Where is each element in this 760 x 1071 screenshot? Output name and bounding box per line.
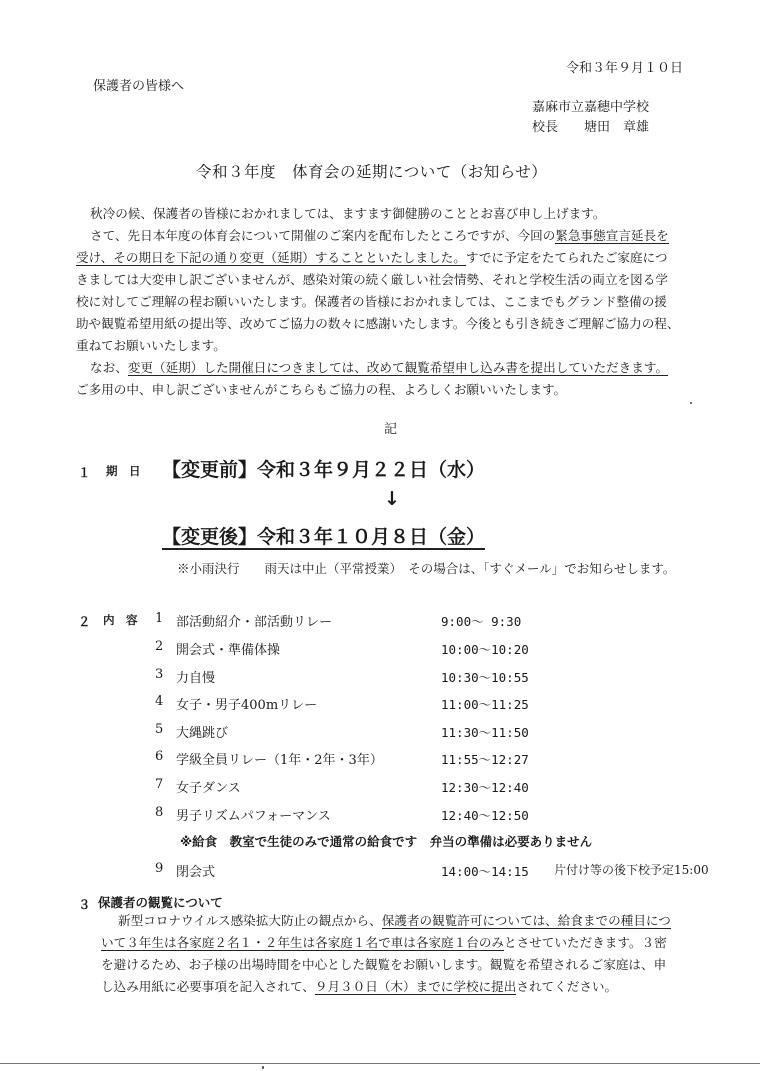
document-title: 令和３年度 体育会の延期について（お知らせ） (196, 163, 548, 181)
document-date: 令和３年９月１０日 (566, 61, 684, 76)
schedule-item-time: 12:30～12:40 (441, 780, 529, 795)
schedule-item-name: 閉会式 (176, 865, 216, 880)
paragraph-greeting: 秋冷の候、保護者の皆様におかれましては、ますます御健勝のこととお喜び申し上げます。 (90, 206, 606, 221)
rain-note: ※小雨決行 雨天は中止（平常授業） その場合は、「すぐメール」でお知らせします。 (177, 561, 676, 576)
section3-line2 (101, 932, 667, 954)
section3-number: ３ (78, 897, 91, 912)
principal-name: 校長 塘田 章雄 (532, 120, 650, 135)
schedule-item-time: 10:30～10:55 (441, 670, 529, 685)
ki-marker: 記 (384, 422, 398, 437)
text-span: されてください。 (516, 979, 618, 994)
schedule-item-no: 1 (155, 611, 164, 626)
text-span: し込み用紙に必要事項を記入されて、 (101, 979, 315, 994)
schedule-item-no: 7 (155, 777, 164, 792)
recipient: 保護者の皆様へ (93, 79, 185, 94)
underlined-text: 保護者の観覧許可については、給食までの種目につ (381, 913, 671, 928)
schedule-item-name: 女子ダンス (176, 781, 241, 796)
schedule-item-name: 部活動紹介・部活動リレー (176, 615, 333, 630)
paragraph-note-line1 (90, 357, 668, 379)
schedule-item-no: 2 (155, 639, 164, 654)
text-span: とさせていただきます。３密 (504, 935, 667, 950)
schedule-item-name: 大縄跳び (176, 726, 229, 741)
paragraph-main-line6: 重ねてお願いいたします。 (76, 338, 226, 353)
schedule-item-name: 女子・男子400mリレー (176, 698, 318, 713)
section1-number: １ (78, 465, 91, 480)
underlined-text: いて３年生は各家庭２名１・２年生は各家庭１名で車は各家庭１台のみ (101, 935, 504, 950)
text-span: さて、先日本年度の体育会について開催のご案内を配布したところですが、今回の (90, 228, 556, 243)
schedule-item-name: 開会式・準備体操 (176, 643, 281, 658)
schedule-item-time: 14:00～14:15 (441, 864, 529, 879)
text-span: なお、 (90, 360, 128, 375)
schedule-item-time: 11:55～12:27 (441, 752, 529, 767)
section3-line1 (118, 910, 671, 932)
dismissal-note: 片付け等の後下校予定15:00 (554, 863, 709, 877)
section3-line4 (101, 976, 617, 998)
page-edge-line (0, 1063, 760, 1064)
schedule-item-no: 6 (155, 749, 164, 764)
schedule-item-time: 11:30～11:50 (441, 725, 529, 740)
date-before-change: 【変更前】令和３年９月２２日（水） (162, 459, 486, 481)
scan-speck (690, 402, 692, 404)
underlined-text: ９月３０日（木）までに学校に提出 (314, 979, 517, 994)
paragraph-main-line5: 助や観覧希望用紙の提出等、改めてご協力の数々に感謝いたします。今後とも引き続きご理解ご協力の程、 (76, 316, 680, 331)
schedule-item-time: 9:00～ 9:30 (441, 614, 522, 629)
section1-label: 期 日 (106, 464, 141, 478)
paragraph-main-line1 (90, 225, 669, 247)
schedule-item-no: 5 (155, 722, 164, 737)
lunch-note: ※給食 教室で生徒のみで通常の給食です 弁当の準備は必要ありません (180, 834, 593, 849)
schedule-item-name: 学級全員リレー（1年・2年・3年） (176, 753, 383, 768)
section3-heading: 保護者の観覧について (98, 895, 223, 910)
down-arrow-icon: ↓ (384, 488, 400, 510)
schedule-item-time: 12:40～12:50 (441, 808, 529, 823)
paragraph-main-line4: 校に対してご理解の程お願いいたします。保護者の皆様におかれましては、ここまでもグランド整備の援 (76, 294, 667, 309)
date-after-change (162, 522, 485, 549)
schedule-item-time: 11:00～11:25 (441, 697, 529, 712)
scan-speck (262, 1066, 264, 1069)
text-span: 新型コロナウイルス感染拡大防止の観点から、 (118, 913, 382, 928)
school-name: 嘉麻市立嘉穂中学校 (532, 100, 650, 115)
text-span: すでに予定をたてられたご家庭につ (465, 250, 668, 265)
schedule-item-no: 8 (155, 805, 164, 820)
schedule-item-time: 10:00～10:20 (441, 642, 529, 657)
section2-number: ２ (78, 614, 91, 629)
section2-label: 内 容 (103, 613, 138, 627)
underlined-text: 変更（延期）した開催日につきましては、改めて観覧希望申し込み書を提出していただきます。 (127, 360, 669, 375)
date-after-text: 【変更後】令和３年１０月８日（金） (162, 526, 486, 548)
schedule-item-no: 4 (155, 694, 164, 709)
schedule-item-no: 3 (155, 667, 164, 682)
section3-line3: を避けるため、お子様の出場時間を中心とした観覧をお願いします。観覧を希望されるご家庭は、申 (101, 957, 667, 972)
schedule-item-no: 9 (155, 861, 164, 876)
schedule-item-name: 力自慢 (176, 671, 216, 686)
paragraph-note-line2: ご多用の中、申し訳ございませんがこちらもご協力の程、よろしくお願いいたします。 (76, 382, 567, 397)
schedule-item-name: 男子リズムパフォーマンス (176, 809, 331, 824)
paragraph-main-line3: きましては大変申し訳ございませんが、感染対策の続く厳しい社会情勢、それと学校生活の両立を図る学 (76, 272, 668, 287)
underlined-text: 受け、その期日を下記の通り変更（延期）することといたしました。 (76, 250, 466, 265)
paragraph-main-line2 (76, 247, 668, 269)
underlined-text: 緊急事態宣言延長を (555, 228, 669, 243)
